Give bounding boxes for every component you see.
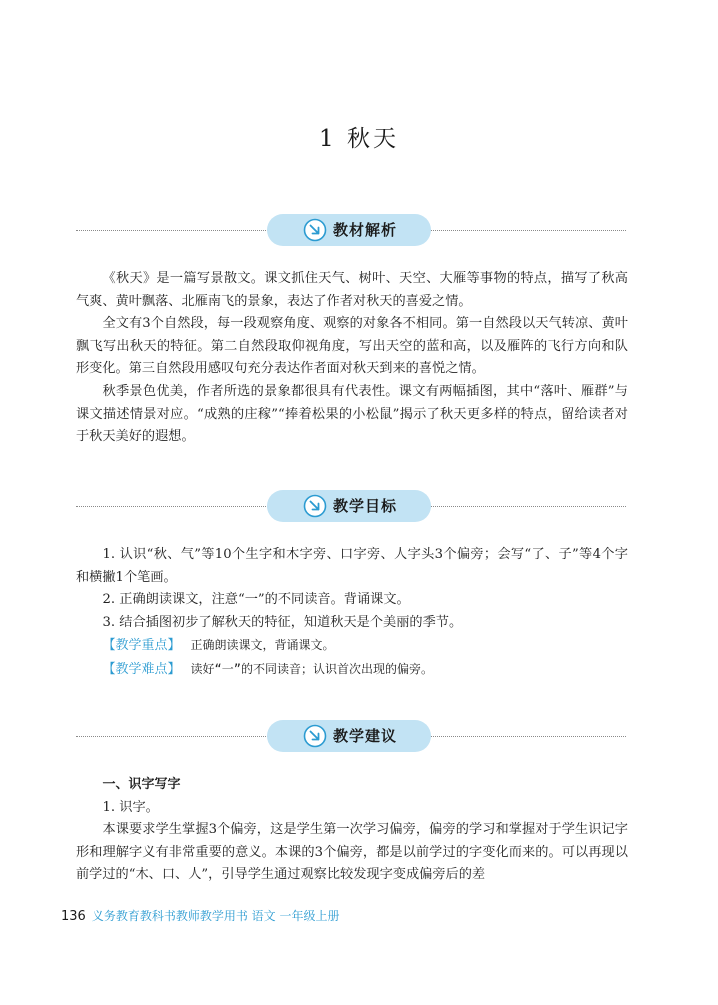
page-title: 1 秋天 — [319, 126, 399, 152]
teaching-suggestions-body — [76, 774, 628, 887]
section-header-textbook-analysis — [76, 214, 626, 248]
section-label: 教学建议 — [333, 727, 398, 745]
goal-item: 1. 认识“秋、气”等10个生字和木字旁、口字旁、人字头3个偏旁；会写“了、子”等4个字和横撇1个笔画。 — [76, 547, 628, 585]
textbook-analysis-body — [76, 268, 628, 449]
section-pill — [267, 720, 431, 752]
difficult-point — [76, 658, 628, 682]
key-point — [76, 634, 628, 658]
key-point-text: 正确朗读课文，背诵课文。 — [190, 638, 335, 653]
goal-item: 2. 正确朗读课文，注意“一”的不同读音。背诵课文。 — [102, 592, 410, 608]
section-header-teaching-suggestions — [76, 720, 626, 754]
arrow-down-right-icon — [303, 494, 327, 518]
section-pill — [267, 490, 431, 522]
section-pill — [267, 214, 431, 246]
paragraph: 全文有3个自然段，每一段观察角度、观察的对象各不相同。第一自然段以天气转凉、黄叶飘飞写出秋天的特征。第二自然段取仰视角度，写出天空的蓝和高，以及雁阵的飞行方向和队形变化。第三自然段用感叹句充分表达作者面对秋天到来的喜悦之情。 — [76, 316, 628, 377]
paragraph: 本课要求学生掌握3个偏旁，这是学生第一次学习偏旁，偏旁的学习和掌握对于学生识记字形和理解字义有非常重要的意义。本课的3个偏旁，都是以前学过的字变化而来的。可以再现以前学过的“木、口、人”，引导学生通过观察比较发现字变成偏旁后的差 — [76, 822, 628, 883]
section-label: 教材解析 — [333, 221, 398, 239]
section-label: 教学目标 — [333, 497, 398, 515]
page-number: 136 — [61, 909, 86, 924]
arrow-down-right-icon — [303, 218, 327, 242]
arrow-down-right-icon — [303, 724, 327, 748]
subsection-subheading: 1. 识字。 — [102, 799, 159, 815]
paragraph: 秋季景色优美，作者所选的景象都很具有代表性。课文有两幅插图，其中“落叶、雁群”与课文描述情景对应。“成熟的庄稼”“捧着松果的小松鼠”揭示了秋天更多样的特点，留给读者对于秋天美好的遐想。 — [76, 383, 628, 445]
section-header-teaching-goals — [76, 490, 626, 524]
teaching-goals-body — [76, 544, 628, 682]
goal-item: 3. 结合插图初步了解秋天的特征，知道秋天是个美丽的季节。 — [102, 614, 463, 630]
book-title: 义务教育教科书教师教学用书 语文 一年级上册 — [91, 909, 340, 923]
key-point-tag: 【教学重点】 — [102, 638, 181, 654]
difficult-point-text: 读好“一”的不同读音；认识首次出现的偏旁。 — [190, 661, 433, 676]
paragraph: 《秋天》是一篇写景散文。课文抓住天气、树叶、天空、大雁等事物的特点，描写了秋高气爽、黄叶飘落、北雁南飞的景象，表达了作者对秋天的喜爱之情。 — [76, 271, 628, 309]
difficult-point-tag: 【教学难点】 — [102, 661, 181, 677]
page-footer — [61, 907, 339, 924]
subsection-heading: 一、识字写字 — [102, 777, 181, 792]
